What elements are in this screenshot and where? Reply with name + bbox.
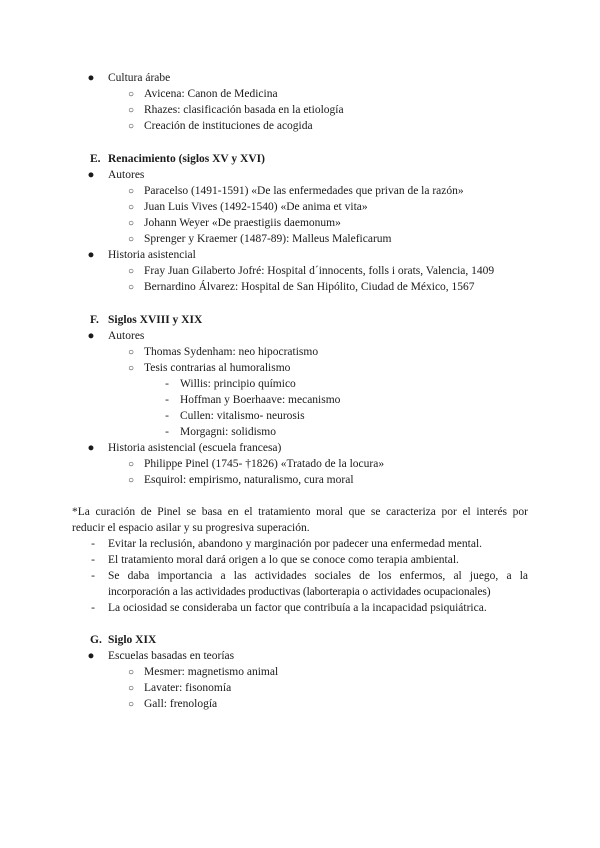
list-item: Escuelas basadas en teorías [108, 650, 235, 662]
note-dash-item: Se daba importancia a las actividades sociales de los enfermos, al juego, a la [108, 570, 528, 582]
note-dash-item: La ociosidad se consideraba un factor que contribuía a la incapacidad psiquiátrica. [108, 602, 487, 614]
list-item: Historia asistencial (escuela francesa) [108, 442, 282, 454]
circle-bullet-icon: ○ [127, 266, 135, 277]
section-heading-f [90, 313, 203, 329]
dash-bullet-icon: - [165, 394, 169, 406]
list-item: Avicena: Canon de Medicina [144, 88, 278, 100]
circle-bullet-icon: ○ [127, 105, 135, 116]
list-item: Lavater: fisonomía [144, 682, 232, 694]
circle-bullet-icon: ○ [127, 363, 135, 374]
list-item: Autores [108, 330, 145, 342]
list-item: Bernardino Álvarez: Hospital de San Hipólito, Ciudad de México, 1567 [144, 281, 475, 293]
list-item: Philippe Pinel (1745- †1826) «Tratado de la locura» [144, 458, 385, 470]
list-item: Mesmer: magnetismo animal [144, 666, 279, 678]
circle-bullet-icon: ○ [127, 667, 135, 678]
list-item: Fray Juan Gilaberto Jofré: Hospital d´innocents, folls i orats, Valencia, 1409 [144, 265, 495, 277]
note-dash-item: El tratamiento moral dará origen a lo que se conoce como terapia ambiental. [108, 554, 459, 566]
circle-bullet-icon: ○ [127, 202, 135, 213]
section-heading-g [90, 633, 157, 649]
dash-bullet-icon: - [91, 554, 95, 566]
bullet-icon: ● [87, 249, 95, 261]
circle-bullet-icon: ○ [127, 475, 135, 486]
dash-bullet-icon: - [91, 538, 95, 550]
circle-bullet-icon: ○ [127, 218, 135, 229]
list-item: Cultura árabe [108, 72, 171, 84]
list-item: Paracelso (1491-1591) «De las enfermedades que privan de la razón» [144, 185, 464, 197]
list-item: Creación de instituciones de acogida [144, 120, 313, 132]
dash-bullet-icon: - [165, 410, 169, 422]
circle-bullet-icon: ○ [127, 347, 135, 358]
circle-bullet-icon: ○ [127, 699, 135, 710]
note-paragraph-line: reducir el espacio asilar y su progresiva superación. [72, 522, 310, 534]
bullet-icon: ● [87, 72, 95, 84]
list-item: Gall: frenología [144, 698, 218, 710]
circle-bullet-icon: ○ [127, 459, 135, 470]
circle-bullet-icon: ○ [127, 683, 135, 694]
list-item: Willis: principio químico [180, 378, 296, 390]
dash-bullet-icon: - [165, 426, 169, 438]
section-letter: E. [90, 153, 101, 165]
section-letter: F. [90, 314, 99, 326]
circle-bullet-icon: ○ [127, 89, 135, 100]
list-item: Hoffman y Boerhaave: mecanismo [180, 394, 341, 406]
list-item: Sprenger y Kraemer (1487-89): Malleus Maleficarum [144, 233, 392, 245]
list-item: Esquirol: empirismo, naturalismo, cura moral [144, 474, 354, 486]
dash-bullet-icon: - [165, 378, 169, 390]
list-item: Juan Luis Vives (1492-1540) «De anima et vita» [144, 201, 368, 213]
bullet-icon: ● [87, 330, 95, 342]
list-item: Historia asistencial [108, 249, 196, 261]
list-item: Autores [108, 169, 145, 181]
list-item: Rhazes: clasificación basada en la etiología [144, 104, 344, 116]
circle-bullet-icon: ○ [127, 121, 135, 132]
list-item: Tesis contrarias al humoralismo [144, 362, 291, 374]
dash-bullet-icon: - [91, 570, 95, 582]
note-dash-item-continued: incorporación a las actividades productivas (laborterapia o actividades ocupacionales) [108, 586, 491, 598]
dash-bullet-icon: - [91, 602, 95, 614]
list-item: Thomas Sydenham: neo hipocratismo [144, 346, 319, 358]
bullet-icon: ● [87, 169, 95, 181]
note-dash-item: Evitar la reclusión, abandono y marginación por padecer una enfermedad mental. [108, 538, 483, 550]
section-heading-e [90, 152, 265, 168]
section-title: Siglos XVIII y XIX [108, 314, 203, 326]
bullet-icon: ● [87, 442, 95, 454]
circle-bullet-icon: ○ [127, 234, 135, 245]
list-item: Morgagni: solidismo [180, 426, 276, 438]
section-title: Renacimiento (siglos XV y XVI) [108, 153, 265, 165]
list-item: Cullen: vitalismo- neurosis [180, 410, 305, 422]
section-title: Siglo XIX [108, 634, 157, 646]
section-letter: G. [90, 634, 102, 646]
circle-bullet-icon: ○ [127, 282, 135, 293]
list-item: Johann Weyer «De praestigiis daemonum» [144, 217, 341, 229]
circle-bullet-icon: ○ [127, 186, 135, 197]
note-paragraph-line: *La curación de Pinel se basa en el tratamiento moral que se caracteriza por el interés por [72, 506, 528, 518]
bullet-icon: ● [87, 650, 95, 662]
